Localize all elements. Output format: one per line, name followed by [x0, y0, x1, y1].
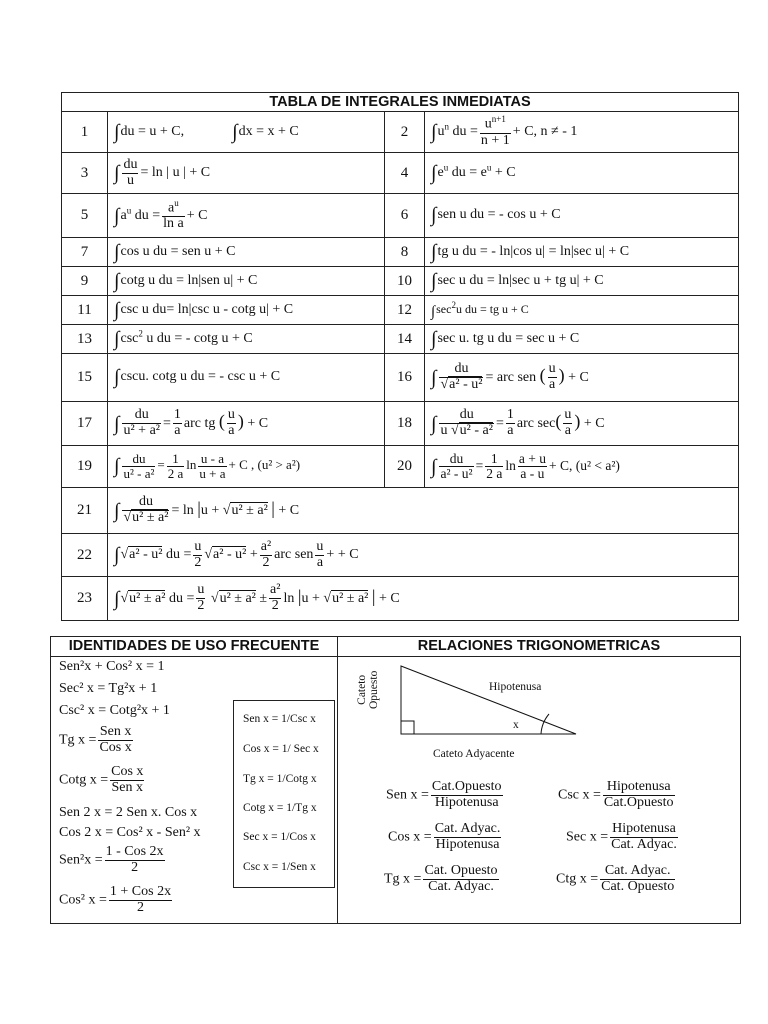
row-number: 13 [62, 325, 108, 354]
row-number: 20 [385, 446, 425, 488]
identity-9: Cos² x = $\frac{\text{1 + Cos 2x}}{2}$ [59, 884, 172, 915]
reciprocal-6: Csc x = 1/Sen x [243, 861, 316, 873]
relation-tg: Tg x = $\frac{\text{Cat. Opuesto}}{\text{Cat. Adyac.}}$ [384, 863, 498, 894]
formula-7: ∫cos u du = sen u + C [108, 238, 385, 267]
row-number: 15 [62, 354, 108, 402]
row-number: 14 [385, 325, 425, 354]
row-number: 4 [385, 153, 425, 194]
hypotenuse-label: Hipotenusa [489, 681, 542, 693]
reciprocal-box [233, 700, 335, 888]
formula-14: ∫sec u. tg u du = sec u + C [425, 325, 739, 354]
identities-and-relations [50, 636, 741, 924]
row-number: 2 [385, 112, 425, 153]
identity-7: Cos 2 x = Cos² x - Sen² x [59, 825, 201, 840]
row-number: 11 [62, 296, 108, 325]
identity-6: Sen 2 x = 2 Sen x. Cos x [59, 805, 198, 820]
row-number: 16 [385, 354, 425, 402]
relations-title: RELACIONES TRIGONOMETRICAS [338, 637, 740, 657]
row-number: 1 [62, 112, 108, 153]
formula-16: ∫ $\frac{du}{\text{√a² - u²}}$ = arc sen ( $\frac{u}{a}$ ) + C [425, 354, 739, 402]
row-number: 18 [385, 402, 425, 446]
identity-8: Sen²x = $\frac{\text{1 - Cos 2x}}{2}$ [59, 844, 164, 875]
formula-13: $\int\csc^2$ u du = - cotg u + C [108, 325, 385, 354]
integrals-title: TABLA DE INTEGRALES INMEDIATAS [62, 93, 739, 112]
relation-cos: Cos x = $\frac{\text{Cat. Adyac.}}{\text{Hipotenusa}}$ [388, 821, 501, 852]
reciprocal-2: Cos x = 1/ Sec x [243, 743, 319, 755]
formula-8: ∫tg u du = - ln|cos u| = ln|sec u| + C [425, 238, 739, 267]
right-angle-marker [401, 721, 414, 734]
identity-5: Cotg x = $\frac{\text{Cos x}}{\text{Sen x}}$ [59, 764, 144, 795]
row-number: 17 [62, 402, 108, 446]
row-number: 23 [62, 577, 108, 621]
row-number: 3 [62, 153, 108, 194]
formula-5: $\int a^u$ du = $\frac{a^u}{\text{ln a}}$ + C [108, 194, 385, 238]
relation-ctg: Ctg x = $\frac{\text{Cat. Adyac.}}{\text{Cat. Opuesto}}$ [556, 863, 675, 894]
reciprocal-5: Sec x = 1/Cos x [243, 831, 316, 843]
opposite-label: Cateto Opuesto [356, 670, 380, 709]
adjacent-label: Cateto Adyacente [433, 748, 515, 760]
formula-11: ∫csc u du= ln|csc u - cotg u| + C [108, 296, 385, 325]
formula-2: $\int u^n$ du = $\frac{u^{n+1}}{n + 1}$ + C, n ≠ - 1 [425, 112, 739, 153]
row-number: 6 [385, 194, 425, 238]
formula-20: ∫ $\frac{du}{\text{a² - u²}}$ = $\frac{1}{2 a}$ ln $\frac{a + u}{a - u}$ + C, (u² < a²) [425, 446, 739, 488]
row-number: 9 [62, 267, 108, 296]
row-number: 12 [385, 296, 425, 325]
row-number: 5 [62, 194, 108, 238]
angle-label: x [513, 719, 519, 731]
relation-sen: Sen x = $\frac{\text{Cat.Opuesto}}{\text{Hipotenusa}}$ [386, 779, 502, 810]
relation-sec: Sec x = $\frac{\text{Hipotenusa}}{\text{Cat. Adyac.}}$ [566, 821, 677, 852]
row-number: 22 [62, 534, 108, 577]
identity-4: Tg x = $\frac{\text{Sen x}}{\text{Cos x}}$ [59, 724, 132, 755]
row-number: 10 [385, 267, 425, 296]
row-number: 21 [62, 488, 108, 534]
formula-6: ∫sen u du = - cos u + C [425, 194, 739, 238]
triangle-shape [401, 666, 576, 734]
reciprocal-3: Tg x = 1/Cotg x [243, 773, 317, 785]
angle-arc [541, 714, 549, 734]
integrals-table [61, 92, 739, 621]
identity-3: Csc² x = Cotg²x + 1 [59, 703, 170, 718]
row-number: 8 [385, 238, 425, 267]
section-divider [337, 637, 338, 923]
reciprocal-1: Sen x = 1/Csc x [243, 713, 316, 725]
identities-title: IDENTIDADES DE USO FRECUENTE [51, 637, 337, 657]
formula-10: ∫sec u du = ln|sec u + tg u| + C [425, 267, 739, 296]
relation-csc: Csc x = $\frac{\text{Hipotenusa}}{\text{Cat.Opuesto}}$ [558, 779, 674, 810]
formula-17: ∫ $\frac{du}{\text{u² + a²}}$ = $\frac{1}{a}$ arc tg ( $\frac{u}{a}$ ) + C [108, 402, 385, 446]
formula-23: ∫√u² ± a² du = $\frac{u}{2}$ √u² ± a² ± $\frac{\text{a²}}{2}$ ln |u + √u² ± a² | + C [108, 577, 739, 621]
formula-9: ∫cotg u du = ln|sen u| + C [108, 267, 385, 296]
formula-3: ∫ $\frac{du}{u}$ = ln | u | + C [108, 153, 385, 194]
formula-15: ∫cscu. cotg u du = - csc u + C [108, 354, 385, 402]
formula-4: $\int e^u$ du = $e^u + C$ [425, 153, 739, 194]
identity-2: Sec² x = Tg²x + 1 [59, 681, 158, 696]
identity-1: Sen²x + Cos² x = 1 [59, 659, 165, 674]
formula-21: ∫ $\frac{du}{\text{√u² ± a²}}$ = ln |u + √u² ± a² | + C [108, 488, 739, 534]
formula-18: ∫ $\frac{du}{\text{u √u² - a²}}$ = $\frac{1}{a}$ arc sec( $\frac{u}{a}$ ) + C [425, 402, 739, 446]
right-triangle-diagram [391, 663, 591, 738]
row-number: 7 [62, 238, 108, 267]
reciprocal-4: Cotg x = 1/Tg x [243, 802, 317, 814]
row-number: 19 [62, 446, 108, 488]
formula-1: ∫du = u + C, ∫dx = x + C [108, 112, 385, 153]
formula-19: ∫ $\frac{du}{\text{u² - a²}}$ = $\frac{1}{2 a}$ ln $\frac{u - a}{u + a}$ + C , (u² > a²) [108, 446, 385, 488]
formula-22: ∫√a² - u² du = $\frac{u}{2}$ √a² - u² + $\frac{\text{a²}}{2}$ arc sen $\frac{u}{a}$ + + C [108, 534, 739, 577]
formula-12: $\int\sec^2u$ du = tg u + C [425, 296, 739, 325]
